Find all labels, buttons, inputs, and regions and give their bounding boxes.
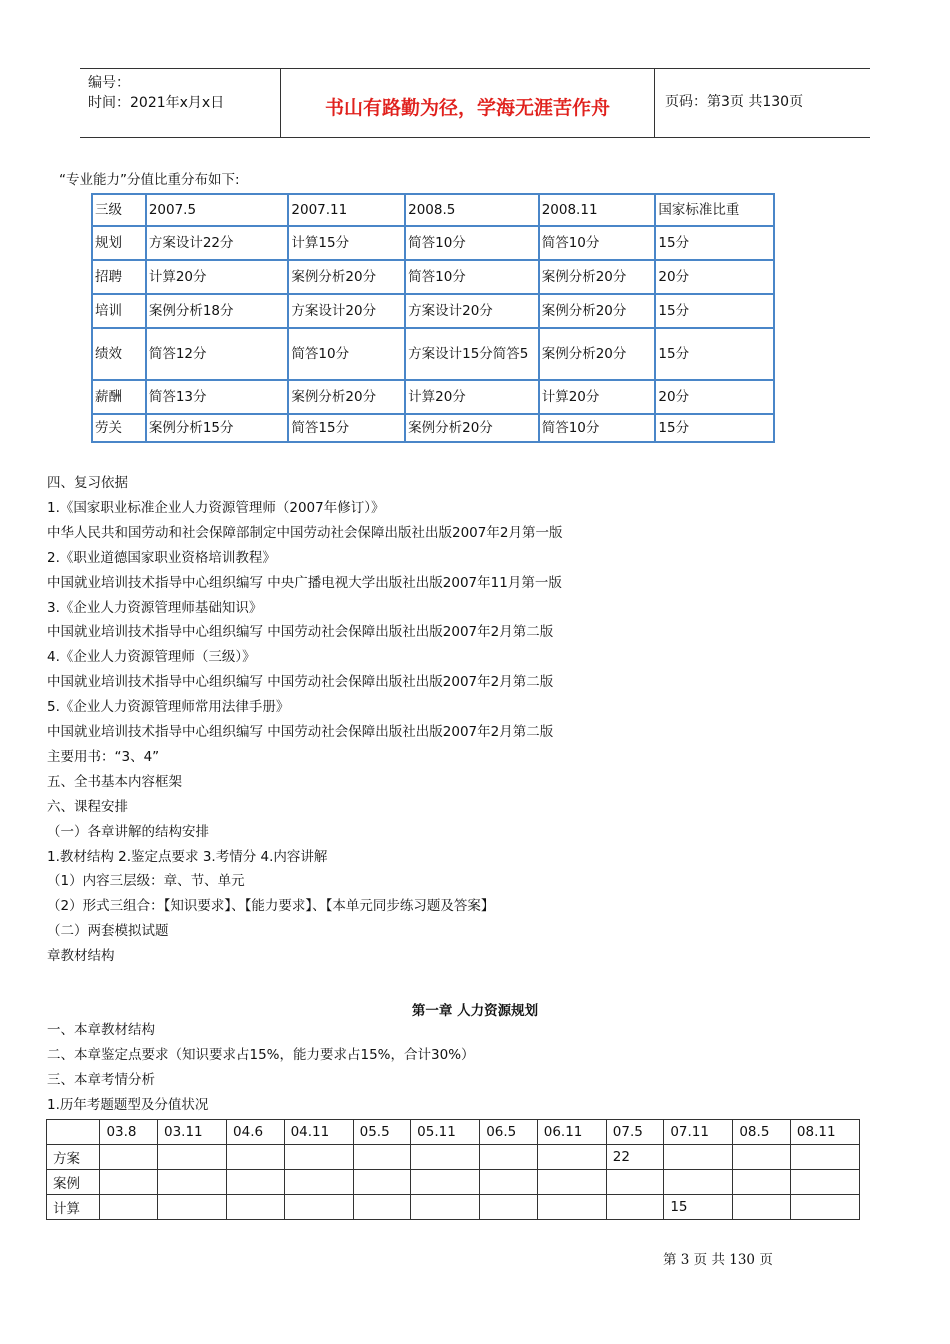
chapter-title: 第一章 人力资源规划 (411, 1003, 539, 1019)
body-line: 4.《企业人力资源管理师（三级）》 (47, 649, 256, 666)
history-table-cell (227, 1170, 285, 1195)
history-table-cell (790, 1145, 859, 1170)
history-table-header-cell: 07.5 (606, 1120, 664, 1145)
body-line: 中国就业培训技术指导中心组织编写 中央广播电视大学出版社出版2007年11月第一版 (47, 574, 562, 591)
body-line: （一）各章讲解的结构安排 (47, 823, 209, 840)
body-line: 中国就业培训技术指导中心组织编写 中国劳动社会保障出版社出版2007年2月第二版 (47, 724, 554, 740)
history-table-cell (606, 1195, 664, 1220)
history-table-cell (100, 1170, 158, 1195)
history-table-cell (411, 1170, 480, 1195)
score-table-cell: 简答10分 (539, 226, 656, 260)
history-table-row (47, 1145, 860, 1170)
history-table-cell (480, 1170, 538, 1195)
history-table-row (47, 1170, 860, 1195)
score-table-cell: 案例分析20分 (288, 260, 405, 294)
history-table-cell (537, 1145, 606, 1170)
body-line: 四、复习依据 (47, 475, 128, 491)
score-table-header-cell: 2008.11 (539, 194, 656, 226)
history-table-cell (353, 1145, 411, 1170)
body-line: 1.教材结构 2.鉴定点要求 3.考情分 4.内容讲解 (47, 848, 328, 865)
score-table-row (92, 260, 774, 294)
score-table-cell: 方案设计20分 (288, 294, 405, 328)
history-table-cell: 22 (606, 1145, 664, 1170)
score-table-cell: 案例分析18分 (146, 294, 289, 328)
body-line: （1）内容三层级：章、节、单元 (47, 873, 245, 890)
score-table-cell: 20分 (655, 260, 774, 294)
header-left-cell (80, 69, 281, 137)
history-table (46, 1119, 860, 1220)
history-table-header-cell: 05.11 (411, 1120, 480, 1145)
score-table-header-cell: 三级 (92, 194, 146, 226)
score-table-header-cell: 2007.5 (146, 194, 289, 226)
history-table-header-cell: 04.11 (284, 1120, 353, 1145)
score-table-cell: 计算20分 (539, 380, 656, 414)
history-table-cell (733, 1170, 791, 1195)
history-table-cell (411, 1145, 480, 1170)
history-table-cell (353, 1195, 411, 1220)
history-table-cell (227, 1195, 285, 1220)
page-footer: 第 3 页 共 130 页 (663, 1252, 773, 1268)
score-table-cell: 15分 (655, 294, 774, 328)
score-table-cell: 方案设计15分简答5 (405, 328, 539, 380)
history-table-cell: 15 (664, 1195, 733, 1220)
history-table-cell (733, 1145, 791, 1170)
history-table-cell (284, 1170, 353, 1195)
chapter-line: 三、本章考情分析 (47, 1072, 155, 1088)
score-table-cell: 简答10分 (405, 226, 539, 260)
history-table-cell (158, 1145, 227, 1170)
history-table-cell (790, 1170, 859, 1195)
score-table-header-cell: 2007.11 (288, 194, 405, 226)
score-table-cell: 案例分析15分 (146, 414, 289, 442)
history-table-cell: 方案 (47, 1145, 100, 1170)
history-table-header-cell: 04.6 (227, 1120, 285, 1145)
intro-text: “专业能力”分值比重分布如下: (59, 172, 240, 188)
score-table-cell: 简答15分 (288, 414, 405, 442)
chapter-line: 1.历年考题题型及分值状况 (47, 1097, 209, 1113)
history-table-cell: 案例 (47, 1170, 100, 1195)
history-table-cell (284, 1145, 353, 1170)
history-table-cell: 计算 (47, 1195, 100, 1220)
score-table-row (92, 414, 774, 442)
score-table-cell: 薪酬 (92, 380, 146, 414)
number-label: 编号： (88, 75, 130, 91)
score-table-cell: 简答10分 (405, 260, 539, 294)
history-table-row (47, 1195, 860, 1220)
body-line: 中华人民共和国劳动和社会保障部制定中国劳动社会保障出版社出版2007年2月第一版 (47, 524, 563, 541)
history-table-cell (100, 1195, 158, 1220)
history-table-cell (480, 1195, 538, 1220)
history-table-header-cell: 07.11 (664, 1120, 733, 1145)
history-table-cell (664, 1145, 733, 1170)
history-table-header-cell: 05.5 (353, 1120, 411, 1145)
history-table-cell (158, 1170, 227, 1195)
score-table-row (92, 226, 774, 260)
body-line: 5.《企业人力资源管理师常用法律手册》 (47, 699, 290, 716)
body-line: 2.《职业道德国家职业资格培训教程》 (47, 549, 276, 566)
score-table-cell: 案例分析20分 (405, 414, 539, 442)
score-table-cell: 计算20分 (146, 260, 289, 294)
body-line: 章教材结构 (47, 948, 115, 965)
history-table-cell (158, 1195, 227, 1220)
score-table-cell: 案例分析20分 (288, 380, 405, 414)
history-table-cell (537, 1170, 606, 1195)
score-table-cell: 简答10分 (539, 414, 656, 442)
score-table-row (92, 328, 774, 380)
history-table-cell (100, 1145, 158, 1170)
chapter-line: 一、本章教材结构 (47, 1022, 155, 1038)
score-table-cell: 劳关 (92, 414, 146, 442)
score-table-header-row (92, 194, 774, 226)
score-table-cell: 绩效 (92, 328, 146, 380)
score-table-cell: 计算20分 (405, 380, 539, 414)
score-table-cell: 简答13分 (146, 380, 289, 414)
header-page-label: 页码：第3页 共130页 (665, 94, 804, 110)
body-line: 五、全书基本内容框架 (47, 773, 182, 790)
score-table-cell: 方案设计20分 (405, 294, 539, 328)
score-table-row (92, 294, 774, 328)
score-table-cell: 案例分析20分 (539, 260, 656, 294)
history-table-cell (480, 1145, 538, 1170)
score-table-cell: 案例分析20分 (539, 294, 656, 328)
history-table-header-cell: 03.11 (158, 1120, 227, 1145)
page-header (80, 68, 870, 138)
body-line: （二）两套模拟试题 (47, 923, 169, 940)
history-table-header-row (47, 1120, 860, 1145)
history-table-cell (411, 1195, 480, 1220)
history-table-cell (227, 1145, 285, 1170)
history-table-cell (733, 1195, 791, 1220)
history-table-header-cell: 06.5 (480, 1120, 538, 1145)
score-table-row (92, 380, 774, 414)
score-table-cell: 15分 (655, 226, 774, 260)
header-motto: 书山有路勤为径，学海无涯苦作舟 (281, 69, 655, 137)
score-table-cell: 15分 (655, 414, 774, 442)
history-table-cell (606, 1170, 664, 1195)
score-table-cell: 规划 (92, 226, 146, 260)
score-table-cell: 15分 (655, 328, 774, 380)
score-table-cell: 案例分析20分 (539, 328, 656, 380)
body-line: （2）形式三组合：【知识要求】、【能力要求】、【本单元同步练习题及答案】 (47, 898, 495, 915)
score-table-header-cell: 2008.5 (405, 194, 539, 226)
body-line: 六、课程安排 (47, 798, 128, 815)
history-table-header-cell (47, 1120, 100, 1145)
score-table-cell: 简答10分 (288, 328, 405, 380)
history-table-header-cell: 06.11 (537, 1120, 606, 1145)
score-table-cell: 计算15分 (288, 226, 405, 260)
date-label: 时间：2021年x月x日 (88, 95, 225, 111)
history-table-cell (790, 1195, 859, 1220)
history-table-cell (353, 1170, 411, 1195)
body-line: 中国就业培训技术指导中心组织编写 中国劳动社会保障出版社出版2007年2月第二版 (47, 674, 554, 691)
body-line: 3.《企业人力资源管理师基础知识》 (47, 599, 263, 616)
score-table-cell: 方案设计22分 (146, 226, 289, 260)
score-table-cell: 培训 (92, 294, 146, 328)
score-table-cell: 简答12分 (146, 328, 289, 380)
history-table-cell (664, 1170, 733, 1195)
history-table-header-cell: 08.5 (733, 1120, 791, 1145)
score-table (91, 193, 775, 443)
history-table-header-cell: 08.11 (790, 1120, 859, 1145)
history-table-header-cell: 03.8 (100, 1120, 158, 1145)
body-line: 1.《国家职业标准企业人力资源管理师（2007年修订）》 (47, 499, 385, 516)
body-line: 主要用书：“3、4” (47, 748, 160, 765)
body-line: 中国就业培训技术指导中心组织编写 中国劳动社会保障出版社出版2007年2月第二版 (47, 624, 554, 641)
chapter-line: 二、本章鉴定点要求（知识要求占15%，能力要求占15%，合计30%） (47, 1047, 475, 1063)
score-table-header-cell: 国家标准比重 (655, 194, 774, 226)
score-table-cell: 20分 (655, 380, 774, 414)
history-table-cell (537, 1195, 606, 1220)
score-table-cell: 招聘 (92, 260, 146, 294)
history-table-cell (284, 1195, 353, 1220)
